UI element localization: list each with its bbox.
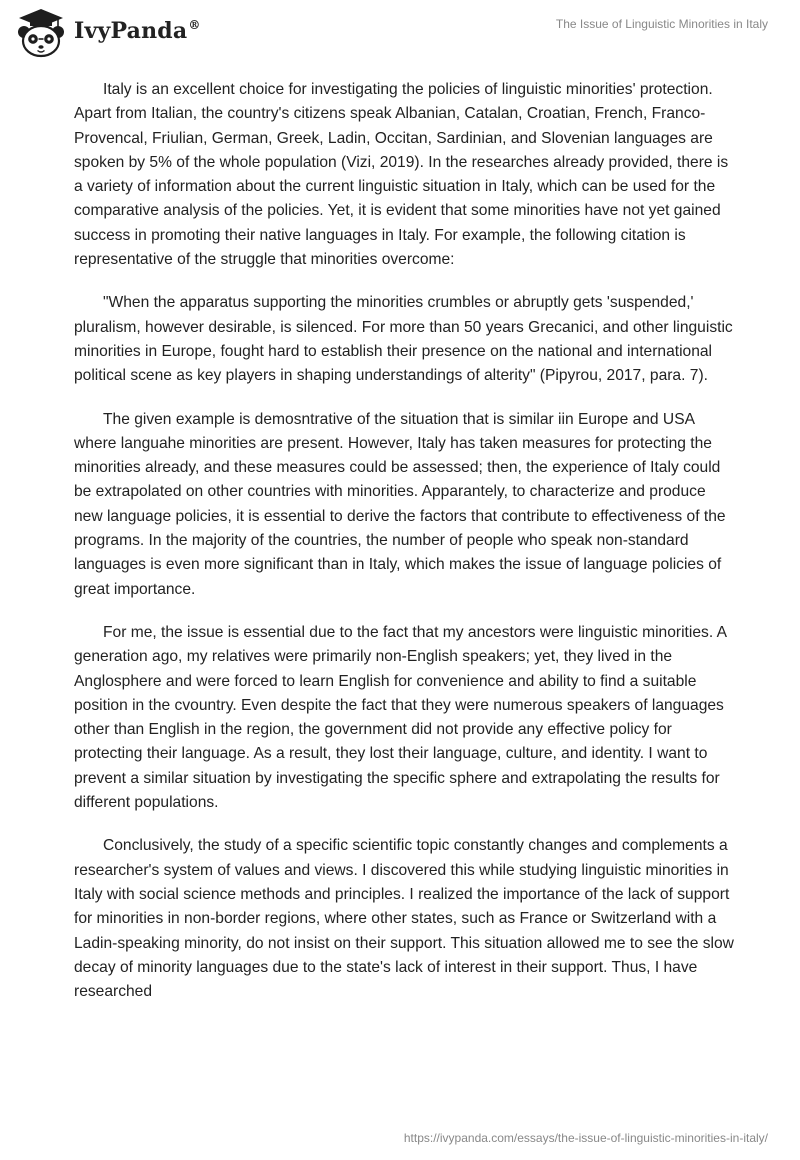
essay-body [74,78,734,1023]
paragraph-example: The given example is demosntrative of the situation that is similar iin Europe and USA where languahe minorities are present. However, Italy has taken measures for protecting the minorities already, and these measures could be assessed; then, the experience of Italy could be extrapolated on other countries with minorities. Apparantely, to characterize and produce new language policies, it is essential to derive the factors that contribute to effectiveness of the programs. In the majority of the countries, the number of people who speak non-standard languages is even more significant than in Italy, which makes the issue of language policies of great importance. [74,410,726,598]
panda-graduate-icon [14,6,68,60]
paragraph-quote: "When the apparatus supporting the minorities crumbles or abruptly gets 'suspended,' pluralism, however desirable, is silenced. For more than 50 years Grecanici, and other linguistic minorities in Europe, fought hard to establish their presence on the national and international political scene as key players in shaping understandings of alterity" (Pipyrou, 2017, para. 7). [74,294,733,385]
source-url[interactable]: https://ivypanda.com/essays/the-issue-of-linguistic-minorities-in-italy/ [403,1131,768,1145]
paragraph-conclusion: Conclusively, the study of a specific scientific topic constantly changes and complements a researcher's system of values and views. I discovered this while studying linguistic minorities in Italy with social science methods and principles. I realized the importance of the lack of support for minorities in non-border regions, where other states, such as France or Switzerland with a Ladin-speaking minority, do not insist on their support. This situation allowed me to see the slow decay of minority languages due to the state's lack of interest in their support. Thus, I have researched [74,837,734,1001]
paragraph-personal: For me, the issue is essential due to the fact that my ancestors were linguistic minorities. A generation ago, my relatives were primarily non-English speakers; yet, they lived in the Anglosphere and were forced to learn English for convenience and ability to find a suitable position in the cvountry. Even despite the fact that they were numerous speakers of languages other than English in the region, the government did not provide any effective policy for protecting their language. As a result, they lost their language, culture, and identity. I want to prevent a similar situation by investigating the specific sphere and extrapolating the results for different populations. [74,623,727,812]
paragraph-intro: Italy is an excellent choice for investigating the policies of linguistic minorities' protection. Apart from Italian, the country's citizens speak Albanian, Catalan, Croatian, French, Franco-Provencal, Friulian, German, Greek, Ladin, Occitan, Sardinian, and Slovenian languages are spoken by 5% of the whole population (Vizi, 2019). In the researches already provided, there is a variety of information about the current linguistic situation in Italy, which can be used for the comparative analysis of the policies. Yet, it is evident that some minorities have not yet gained success in promoting their native languages in Italy. For example, the following citation is representative of the struggle that minorities overcome: [74,81,729,269]
registered-mark: ® [188,18,201,32]
page-header [0,0,800,60]
brand-logo[interactable] [14,6,201,60]
document-title: The Issue of Linguistic Minorities in Italy [555,17,768,31]
brand-name: IvyPanda® [74,18,201,44]
